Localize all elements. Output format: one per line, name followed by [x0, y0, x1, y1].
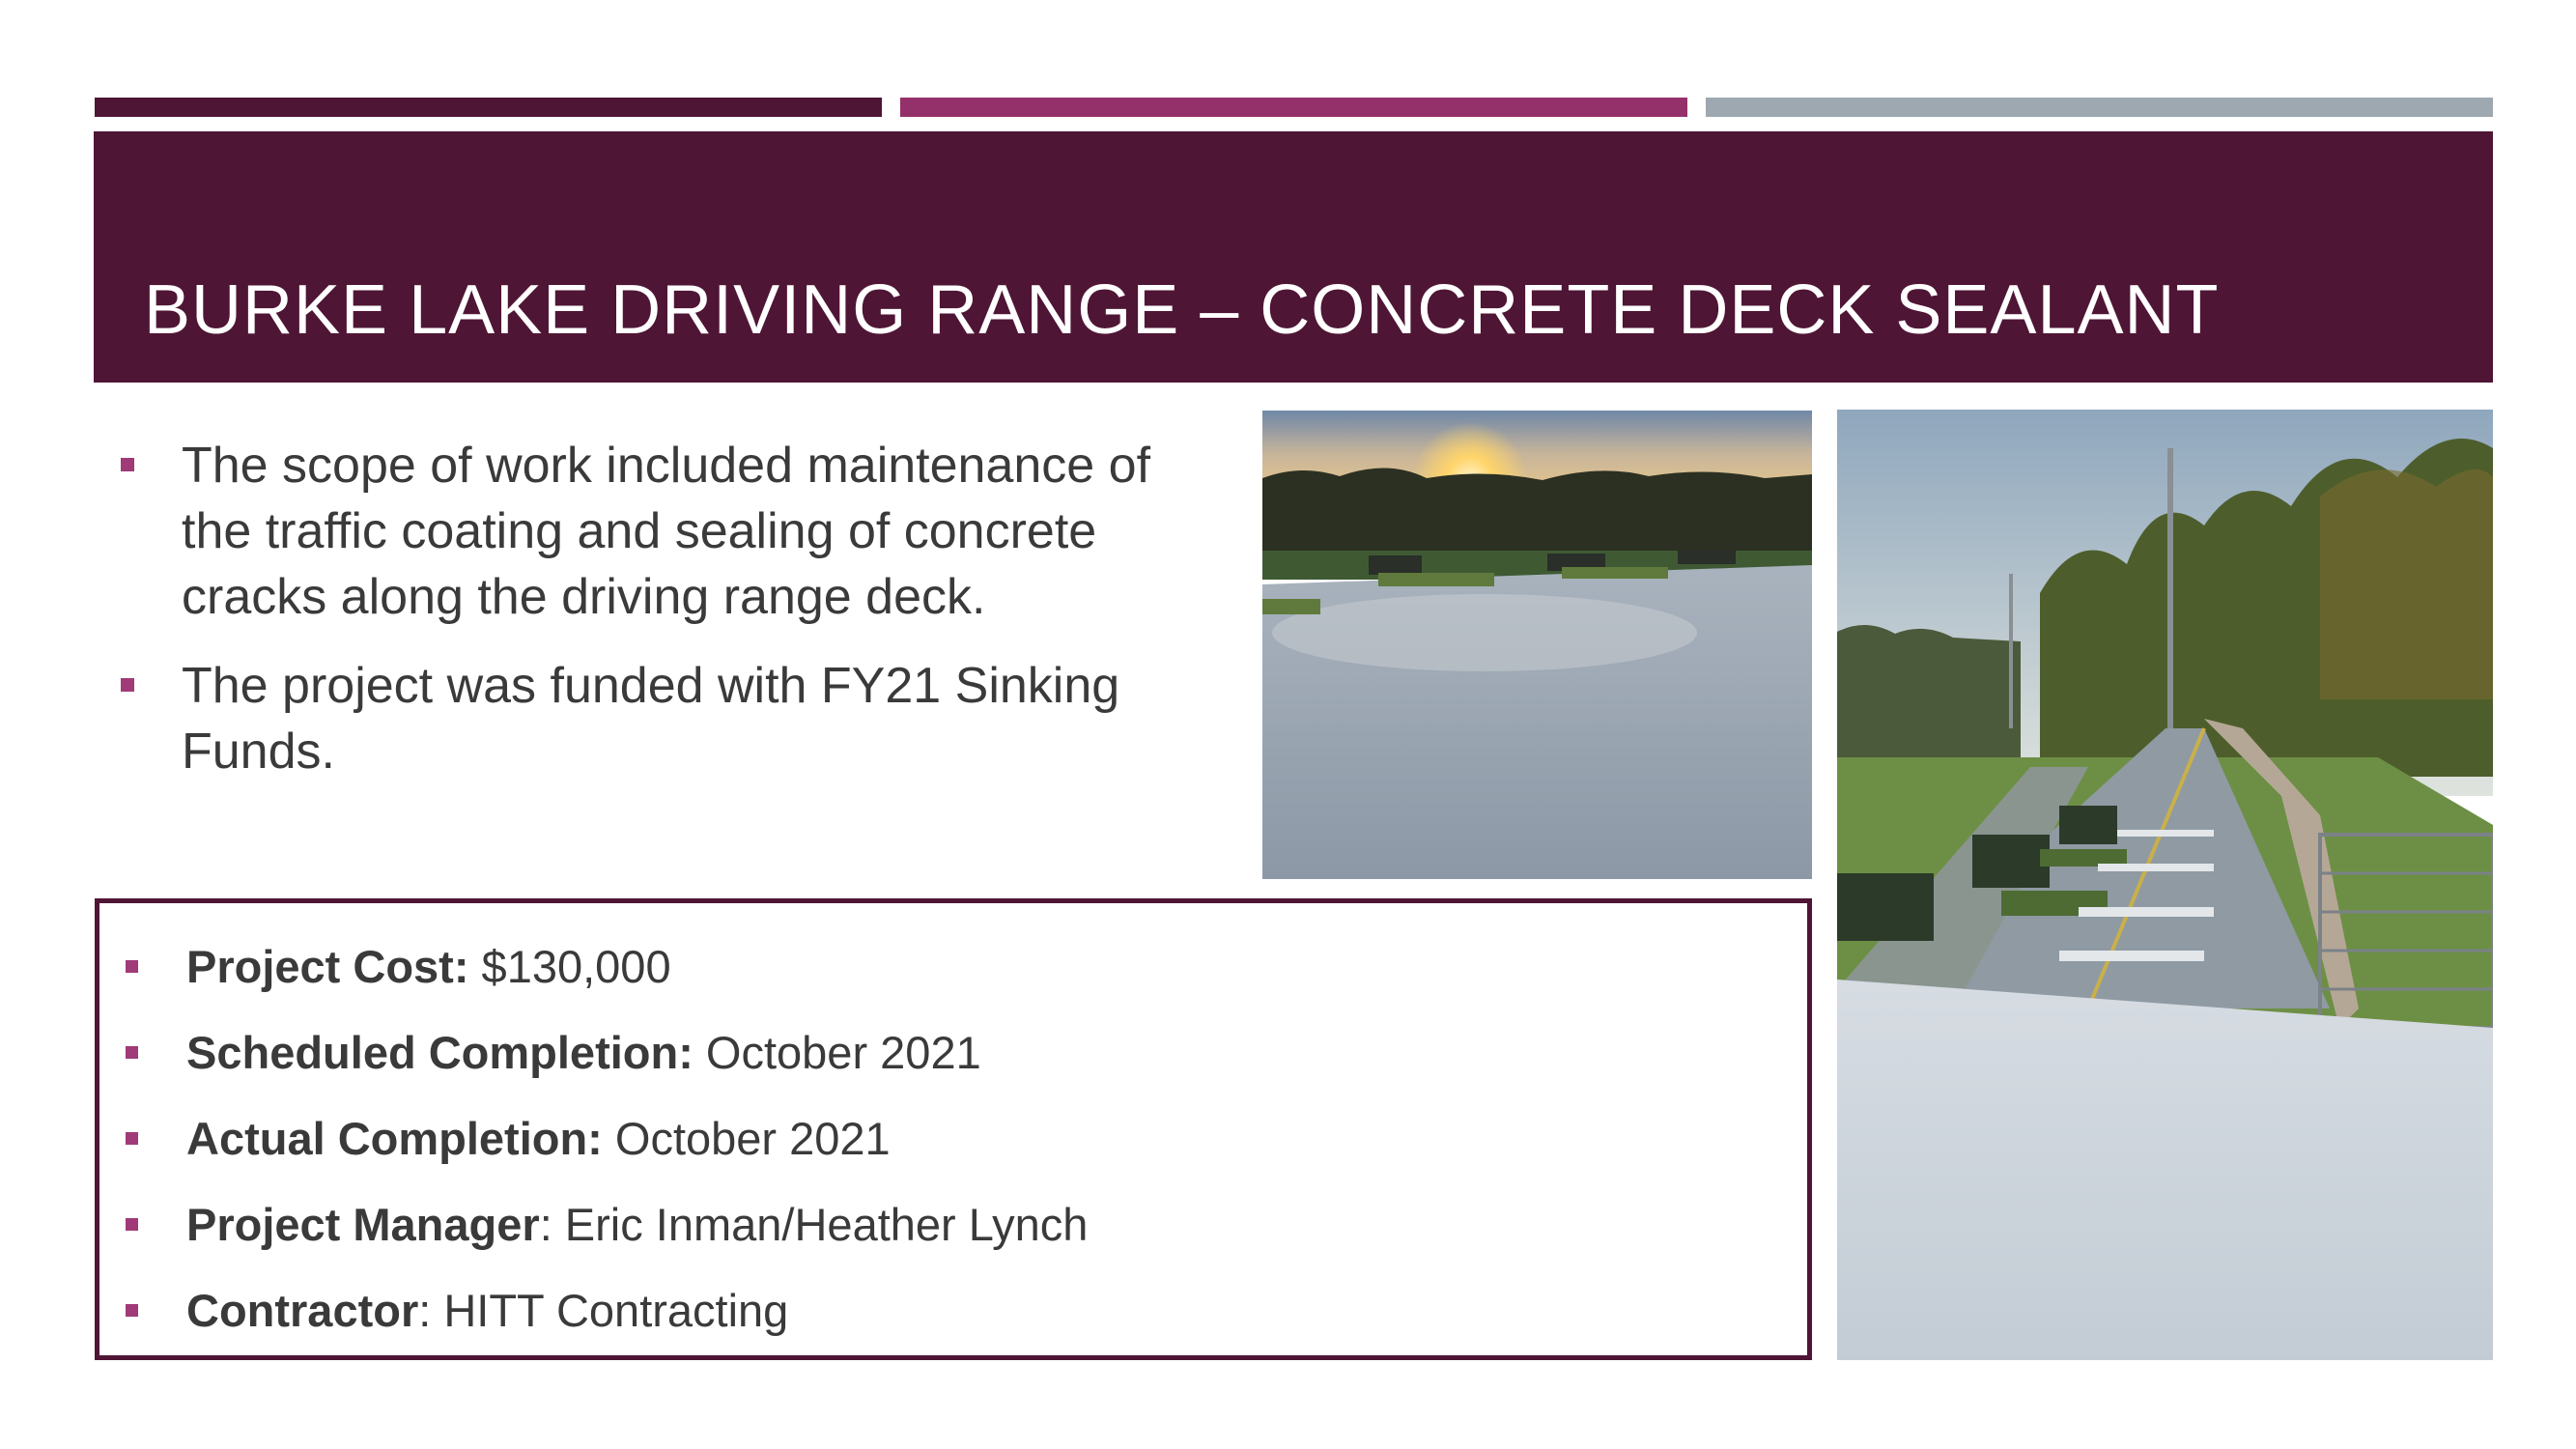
accent-bar-gray	[1706, 98, 2493, 117]
detail-value: $130,000	[468, 941, 671, 992]
bullet-item	[116, 653, 1227, 784]
detail-label: Project Cost:	[186, 941, 469, 992]
detail-value: October 2021	[602, 1113, 891, 1164]
detail-value: October 2021	[693, 1027, 981, 1078]
square-bullet-icon	[121, 678, 134, 692]
square-bullet-icon	[126, 960, 138, 973]
detail-scheduled-completion	[121, 1024, 1088, 1110]
detail-actual-completion	[121, 1110, 1088, 1196]
accent-bar-dark	[95, 98, 882, 117]
accent-bar-magenta	[900, 98, 1687, 117]
driving-range-deck-photo	[1837, 410, 2493, 1360]
bullet-text: The scope of work included maintenance of the traffic coating and sealing of concrete cracks along the driving range deck.	[182, 438, 1151, 625]
detail-label: Contractor	[186, 1285, 419, 1336]
title-band	[94, 131, 2493, 383]
detail-contractor	[121, 1282, 1088, 1368]
sunset-deck-photo	[1262, 411, 1812, 879]
slide-title: BURKE LAKE DRIVING RANGE – CONCRETE DECK SEALANT	[144, 271, 2220, 349]
square-bullet-icon	[126, 1132, 138, 1145]
square-bullet-icon	[126, 1046, 138, 1059]
project-details-box	[95, 898, 1812, 1360]
sunset-deck-image	[1262, 411, 1812, 879]
driving-range-deck-image	[1837, 410, 2493, 1360]
detail-value: : HITT Contracting	[418, 1285, 789, 1336]
square-bullet-icon	[121, 458, 134, 471]
bullet-text: The project was funded with FY21 Sinking Funds.	[182, 658, 1120, 780]
square-bullet-icon	[126, 1304, 138, 1317]
square-bullet-icon	[126, 1218, 138, 1231]
project-details-list	[121, 938, 1088, 1368]
detail-value: : Eric Inman/Heather Lynch	[539, 1199, 1089, 1250]
detail-project-manager	[121, 1196, 1088, 1282]
bullet-item	[116, 433, 1227, 630]
detail-label: Scheduled Completion:	[186, 1027, 694, 1078]
detail-label: Actual Completion:	[186, 1113, 603, 1164]
detail-label: Project Manager	[186, 1199, 540, 1250]
scope-bullets	[116, 433, 1227, 808]
detail-project-cost	[121, 938, 1088, 1024]
